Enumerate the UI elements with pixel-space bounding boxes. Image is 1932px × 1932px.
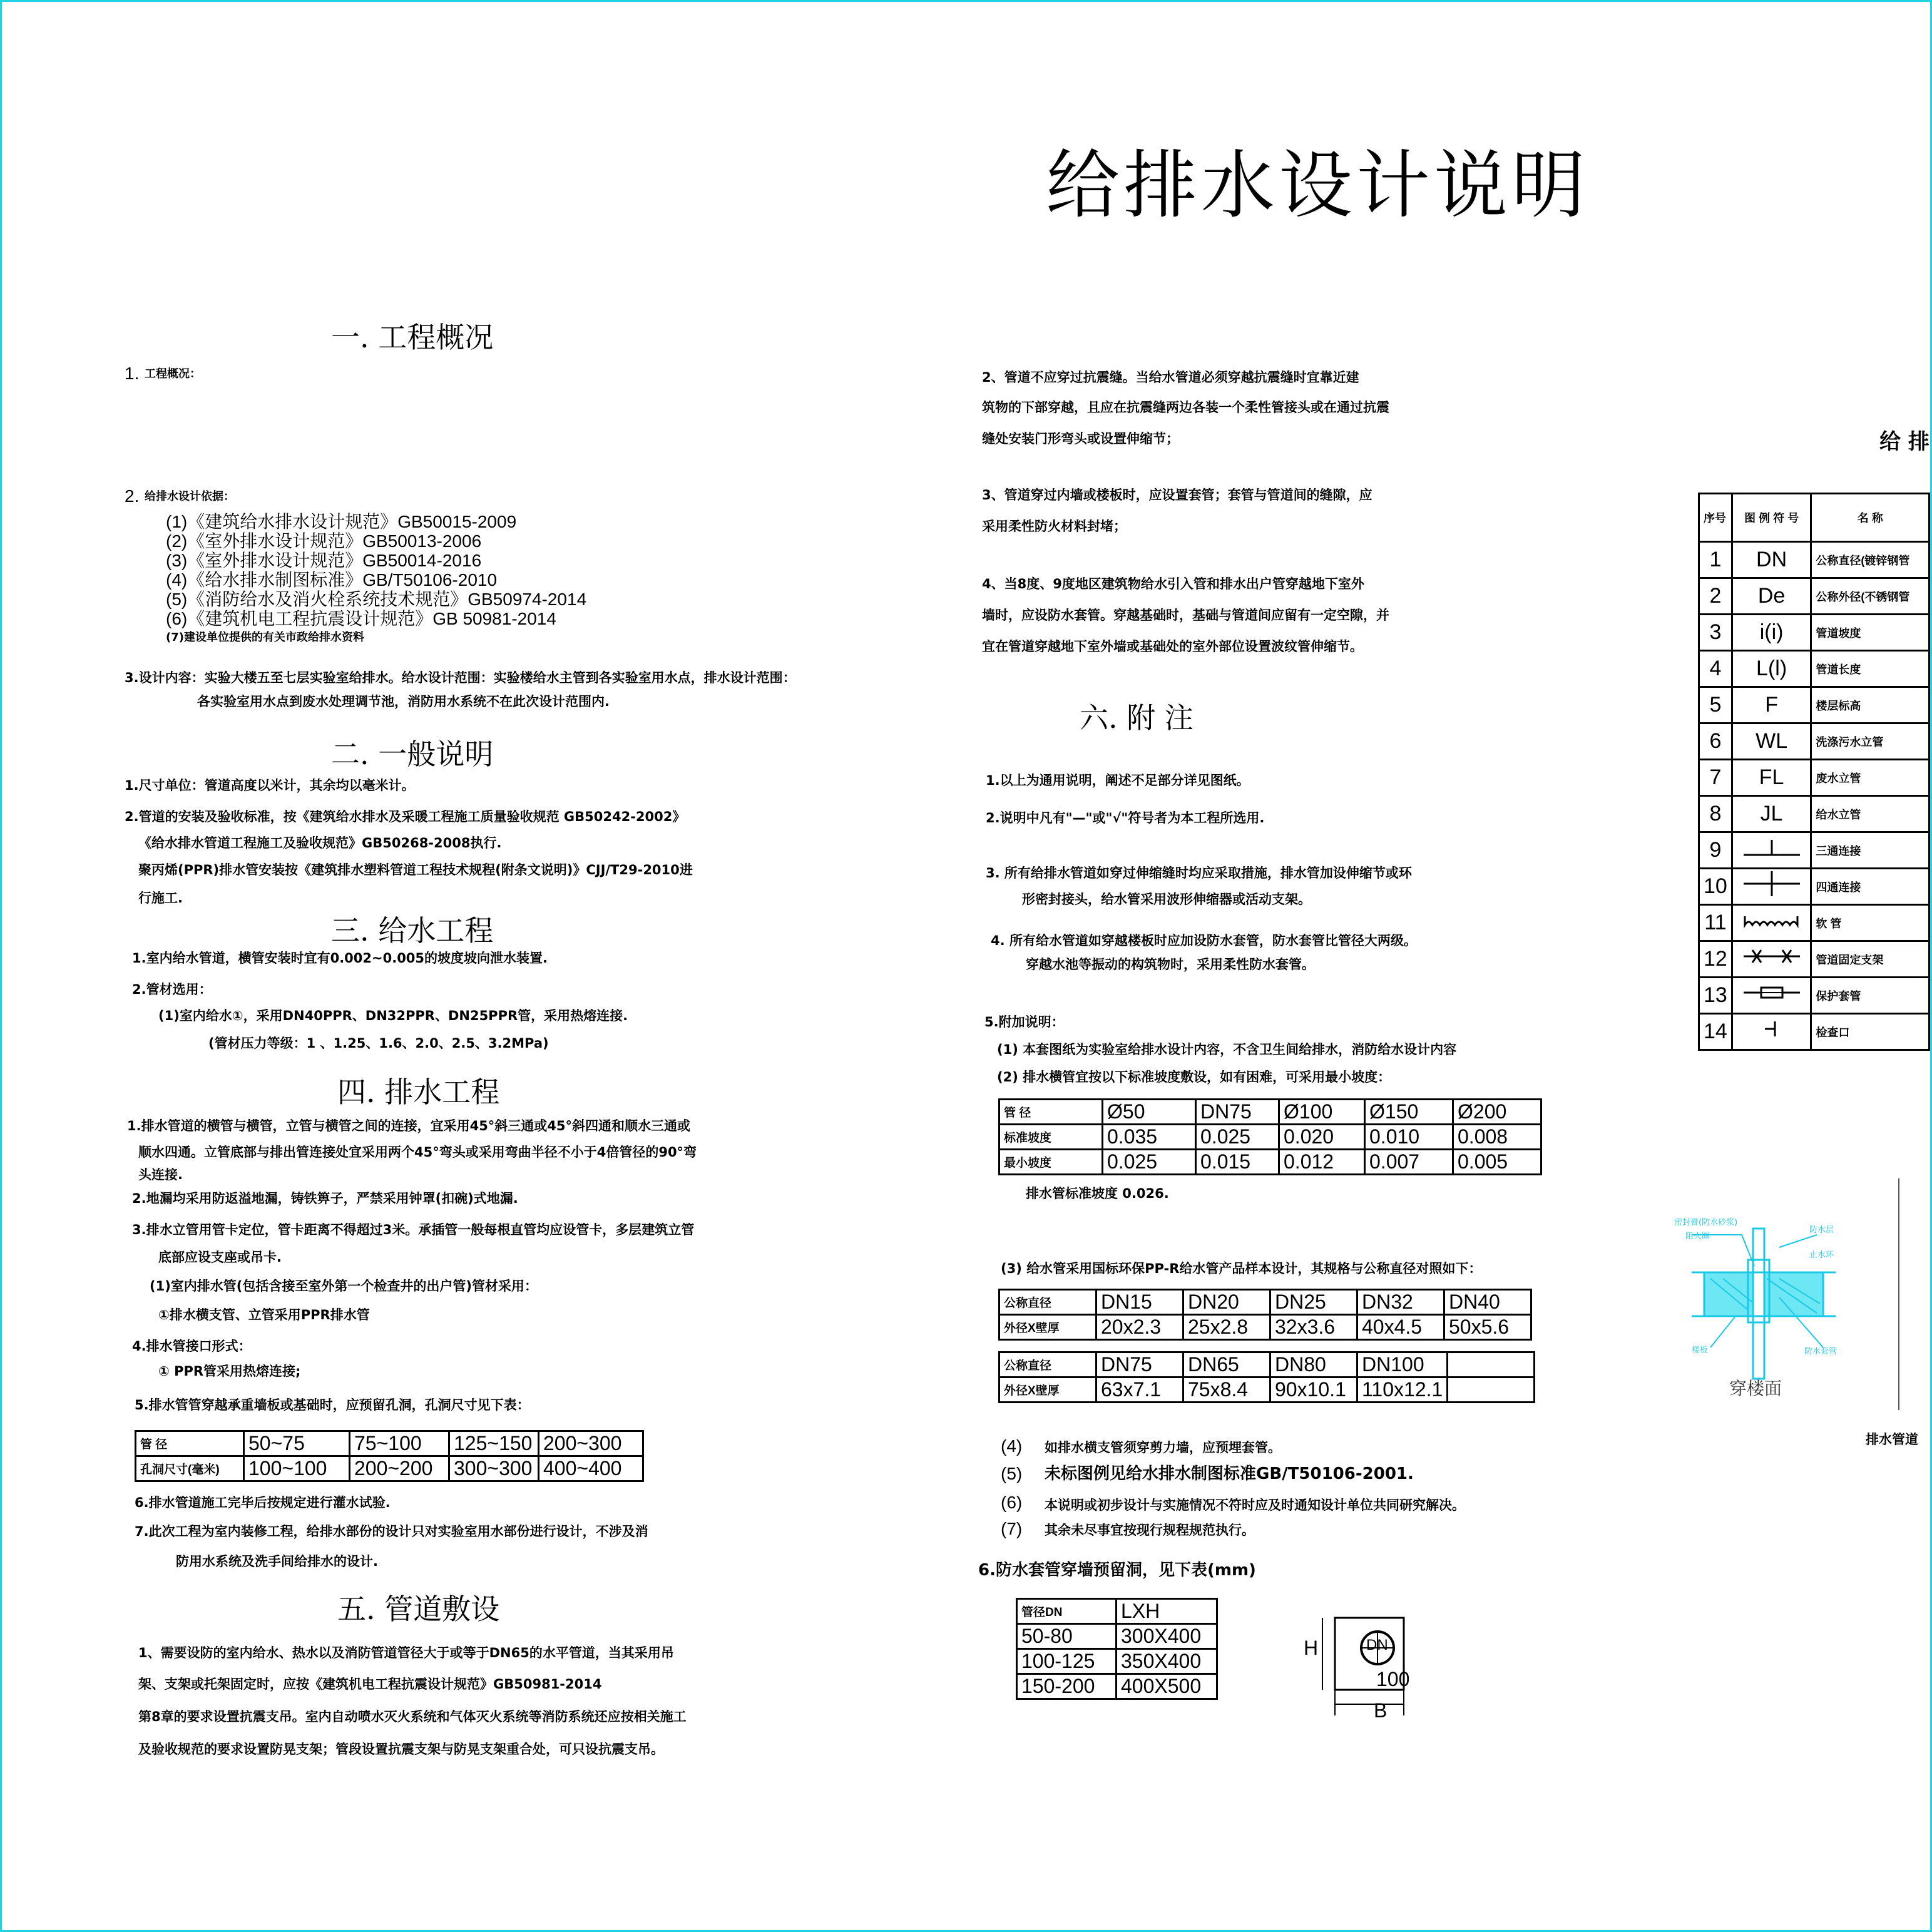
- s4-line6: 底部应设支座或吊卡.: [158, 1250, 282, 1265]
- table-row: [1017, 1674, 1217, 1699]
- table-cell: 序号: [1699, 494, 1732, 542]
- flexible-hose-icon: [1732, 905, 1811, 941]
- s6-line6: 穿越水池等振动的构筑物时，采用柔性防水套管。: [1026, 957, 1315, 972]
- table-cell: 管道坡度: [1811, 615, 1929, 651]
- table-cell: 检查口: [1811, 1014, 1929, 1050]
- fixed-support-icon: [1732, 941, 1811, 978]
- table-row: [1699, 651, 1929, 687]
- table-cell: 300X400: [1117, 1624, 1217, 1649]
- ref-1: (1)《建筑给水排水设计规范》GB50015-2009: [166, 512, 517, 531]
- detail-callout-1: 密封膏(防水砂浆): [1674, 1218, 1738, 1227]
- s3-line2: 2.管材选用：: [132, 982, 212, 997]
- table-cell: 外径X壁厚: [999, 1315, 1096, 1340]
- table-cell: 125~150: [449, 1431, 539, 1456]
- detail-callout-3: 防水层: [1809, 1225, 1834, 1235]
- table-cell: 75x8.4: [1183, 1377, 1270, 1403]
- s1-item3b: 各实验室用水点到废水处理调节池，消防用水系统不在此次设计范围内.: [197, 694, 610, 709]
- table-row: [999, 1315, 1531, 1340]
- slope-table: [998, 1098, 1542, 1175]
- table-cell: DN100: [1357, 1352, 1448, 1377]
- table-cell: 200~300: [539, 1431, 643, 1456]
- section-4-heading: 四. 排水工程: [337, 1075, 500, 1109]
- table-row: [1699, 978, 1929, 1014]
- leader: [1779, 1235, 1817, 1247]
- table-cell: 8: [1699, 796, 1732, 832]
- table-cell: DN15: [1096, 1290, 1183, 1315]
- table-cell: FL: [1732, 760, 1811, 796]
- note-5-num: (5): [1001, 1464, 1023, 1483]
- table-cell: 14: [1699, 1014, 1732, 1050]
- table-cell: 外径X壁厚: [999, 1377, 1096, 1403]
- s4-line11: 5.排水管管穿越承重墙板或基础时，应预留孔洞，孔洞尺寸见下表：: [135, 1398, 530, 1413]
- table-row: [1017, 1649, 1217, 1674]
- table-cell: 名 称: [1811, 494, 1929, 542]
- table-cell: 公称外径(不锈钢管: [1811, 578, 1929, 615]
- s2-line4: 聚丙烯(PPR)排水管安装按《建筑排水塑料管道工程技术规程(附条文说明)》CJJ/T29-2010进: [138, 862, 693, 877]
- table-row: [1699, 723, 1929, 760]
- table-cell: 100~100: [244, 1456, 350, 1481]
- c-line2: 筑物的下部穿越，且应在抗震缝两边各装一个柔性管接头或在通过抗震: [982, 400, 1389, 415]
- table-cell: 11: [1699, 905, 1732, 941]
- table-cell: 图 例 符 号: [1732, 494, 1811, 542]
- table-cell: 5: [1699, 687, 1732, 723]
- table-row: [1699, 760, 1929, 796]
- dim-100-label: 100: [1376, 1668, 1410, 1690]
- table-cell: 2: [1699, 578, 1732, 615]
- s6-line12: 6.防水套管穿墙预留洞，见下表(mm): [978, 1561, 1256, 1580]
- s4-line8: ①排水横支管、立管采用PPR排水管: [158, 1307, 370, 1322]
- section-3-heading: 三. 给水工程: [331, 914, 494, 948]
- note-5-text: 未标图例见给水排水制图标准GB/T50106-2001.: [1045, 1464, 1414, 1483]
- protective-sleeve-icon: [1732, 978, 1811, 1014]
- table-row: [999, 1290, 1531, 1315]
- table-cell: 400~400: [539, 1456, 643, 1481]
- table-cell: Ø200: [1453, 1100, 1541, 1125]
- s5-line2: 架、支架或托架固定时，应按《建筑机电工程抗震设计规范》GB50981-2014: [138, 1677, 602, 1692]
- cleanout-icon: [1732, 1014, 1811, 1050]
- section-2-heading: 二. 一般说明: [331, 737, 494, 771]
- table-cell: 150-200: [1017, 1674, 1117, 1699]
- table-cell: 给水立管: [1811, 796, 1929, 832]
- table-row: [999, 1125, 1541, 1150]
- s6-line3: 3. 所有给排水管道如穿过伸缩缝时均应采取措施，排水管加设伸缩节或环: [986, 866, 1412, 881]
- table-cell: 楼层标高: [1811, 687, 1929, 723]
- cross-connection-icon: [1732, 869, 1811, 905]
- table-cell: 90x10.1: [1270, 1377, 1357, 1403]
- table-cell: 350X400: [1117, 1649, 1217, 1674]
- table-cell: F: [1732, 687, 1811, 723]
- c-line4: 3、管道穿过内墙或楼板时，应设置套管；套管与管道间的缝隙，应: [982, 488, 1372, 503]
- table-cell: DN65: [1183, 1352, 1270, 1377]
- table-cell: DN32: [1357, 1290, 1444, 1315]
- s4-line12: 6.排水管道施工完毕后按规定进行灌水试验.: [135, 1495, 391, 1510]
- detail-caption: 穿楼面: [1729, 1378, 1782, 1399]
- s6-line1: 1.以上为通用说明，阐述不足部分详见图纸。: [986, 773, 1250, 788]
- table-row: [136, 1431, 643, 1456]
- table-row: [1699, 578, 1929, 615]
- table-cell: De: [1732, 578, 1811, 615]
- ref-4: (4)《给水排水制图标准》GB/T50106-2010: [166, 570, 498, 590]
- table-cell: 管径DN: [1017, 1599, 1117, 1624]
- s5-line4: 及验收规范的要求设置防晃支架；管段设置抗震支架与防晃支架重合处，可只设抗震支吊。: [138, 1742, 664, 1757]
- table-cell: WL: [1732, 723, 1811, 760]
- table-cell: 13: [1699, 978, 1732, 1014]
- table-cell: DN75: [1096, 1352, 1183, 1377]
- hole-size-table: [135, 1430, 644, 1482]
- dim-h-label: H: [1304, 1637, 1319, 1659]
- table-row: [1699, 869, 1929, 905]
- note-4-text: 如排水横支管须穿剪力墙，应预埋套管。: [1045, 1440, 1281, 1455]
- table-cell: 400X500: [1117, 1674, 1217, 1699]
- table-cell: i(i): [1732, 615, 1811, 651]
- leader: [1710, 1316, 1735, 1347]
- table-cell: 0.008: [1453, 1125, 1541, 1150]
- table-row: [136, 1456, 643, 1481]
- table-row: [999, 1377, 1535, 1403]
- table-cell: 4: [1699, 651, 1732, 687]
- table-cell: 废水立管: [1811, 760, 1929, 796]
- table-row: [1699, 494, 1929, 542]
- pipe: [1753, 1229, 1764, 1379]
- s6-line5: 4. 所有给水管道如穿越楼板时应加设防水套管，防水套管比管径大两级。: [991, 933, 1417, 948]
- table-cell: 0.005: [1453, 1150, 1541, 1175]
- table-cell: DN75: [1196, 1100, 1279, 1125]
- table-cell: Ø50: [1103, 1100, 1196, 1125]
- s1-item1-num: 1.: [125, 364, 140, 383]
- table-cell: 25x2.8: [1183, 1315, 1270, 1340]
- table-cell: 管 径: [999, 1100, 1103, 1125]
- table-cell: 公称直径: [999, 1290, 1096, 1315]
- s2-line2: 2.管道的安装及验收标准，按《建筑给水排水及采暖工程施工质量验收规范 GB50242-2002》: [125, 809, 686, 824]
- ref-2: (2)《室外排水设计规范》GB50013-2006: [166, 531, 482, 551]
- table-cell: 75~100: [350, 1431, 449, 1456]
- ref-7: (7)建设单位提供的有关市政给排水资料: [166, 631, 364, 644]
- table-row: [999, 1150, 1541, 1175]
- table-cell: 110x12.1: [1357, 1377, 1448, 1403]
- note-7-num: (7): [1001, 1519, 1023, 1538]
- s5-line3: 第8章的要求设置抗震支吊。室内自动喷水灭火系统和气体灭火系统等消防系统还应按相关施工: [138, 1709, 687, 1724]
- table-cell: Ø100: [1279, 1100, 1365, 1125]
- table-cell: 孔洞尺寸(毫米): [136, 1456, 244, 1481]
- table-cell: DN: [1732, 542, 1811, 578]
- table-row: [999, 1100, 1541, 1125]
- s6-line9: (2) 排水横管宜按以下标准坡度敷设，如有困难，可采用最小坡度：: [997, 1070, 1391, 1085]
- s1-item2-num: 2.: [125, 486, 140, 506]
- c-line1: 2、管道不应穿过抗震缝。当给水管道必须穿越抗震缝时宜靠近建: [982, 370, 1359, 385]
- table-row: [999, 1352, 1535, 1377]
- detail-frame-edge: [1898, 1178, 1932, 1410]
- note-6-num: (6): [1001, 1493, 1023, 1512]
- c-line3: 缝处安装门形弯头或设置伸缩节；: [982, 431, 1179, 446]
- s1-item2-text: 给排水设计依据：: [145, 490, 235, 503]
- table-cell: 管 径: [136, 1431, 244, 1456]
- s4-line4: 2.地漏均采用防返溢地漏，铸铁箅子，严禁采用钟罩(扣碗)式地漏.: [132, 1191, 518, 1206]
- table-cell: 三通连接: [1811, 832, 1929, 869]
- table-cell: 50-80: [1017, 1624, 1117, 1649]
- s3-line3: (1)室内给水①，采用DN40PPR、DN32PPR、DN25PPR管，采用热熔连接.: [158, 1008, 628, 1023]
- table-cell: 50~75: [244, 1431, 350, 1456]
- table-cell: 9: [1699, 832, 1732, 869]
- table-cell: LXH: [1117, 1599, 1217, 1624]
- table-cell: DN40: [1444, 1290, 1531, 1315]
- s6-line8: (1) 本套图纸为实验室给排水设计内容，不含卫生间给排水，消防给水设计内容: [997, 1042, 1457, 1057]
- c-line8: 宜在管道穿越地下室外墙或基础处的室外部位设置波纹管伸缩节。: [982, 639, 1363, 654]
- s4-line7: (1)室内排水管(包括含接至室外第一个检查井的出户管)管材采用：: [150, 1279, 538, 1294]
- ref-3: (3)《室外排水设计规范》GB50014-2016: [166, 551, 482, 570]
- table-cell: 公称直径: [999, 1352, 1096, 1377]
- table-cell: 0.025: [1196, 1125, 1279, 1150]
- table-cell: 软 管: [1811, 905, 1929, 941]
- c-line7: 墙时，应设防水套管。穿越基础时，基础与管道间应留有一定空隙，并: [982, 608, 1389, 623]
- table-row: [1699, 615, 1929, 651]
- table-cell: 1: [1699, 542, 1732, 578]
- table-cell: 50x5.6: [1444, 1315, 1531, 1340]
- section-5-heading: 五. 管道敷设: [337, 1592, 500, 1626]
- sleeve-hole-sketch: [1297, 1604, 1435, 1735]
- detail-callout-5: 止水环: [1809, 1250, 1834, 1260]
- table-row: [1699, 832, 1929, 869]
- table-row: [1699, 1014, 1929, 1050]
- detail-label-drain: 排水管道: [1866, 1432, 1918, 1447]
- dim-dn-label: DN: [1366, 1637, 1388, 1653]
- table-row: [1699, 796, 1929, 832]
- table-row: [1699, 941, 1929, 978]
- legend-title: 给 排: [1879, 429, 1929, 454]
- table-cell: 0.025: [1103, 1150, 1196, 1175]
- table-cell: JL: [1732, 796, 1811, 832]
- c-line5: 采用柔性防火材料封堵；: [982, 519, 1127, 534]
- s4-line3: 头连接.: [138, 1167, 183, 1182]
- table-cell: 0.007: [1365, 1150, 1453, 1175]
- table-cell: 洗涤污水立管: [1811, 723, 1929, 760]
- table-cell: 40x4.5: [1357, 1315, 1444, 1340]
- detail-callout-4: 楼板: [1692, 1346, 1709, 1355]
- detail-callout-6: 防水套管: [1804, 1347, 1837, 1356]
- table-cell: 63x7.1: [1096, 1377, 1183, 1403]
- s4-line1: 1.排水管道的横管与横管，立管与横管之间的连接，宜采用45°斜三通或45°斜四通和顺水三通或: [127, 1118, 691, 1133]
- table-cell: 10: [1699, 869, 1732, 905]
- s2-line5: 行施工.: [138, 891, 183, 906]
- table-cell: 6: [1699, 723, 1732, 760]
- table-cell: 四通连接: [1811, 869, 1929, 905]
- s4-line9: 4.排水管接口形式：: [132, 1339, 252, 1354]
- note-6-text: 本说明或初步设计与实施情况不符时应及时通知设计单位共同研究解决。: [1045, 1498, 1465, 1513]
- pp-table-1: [998, 1289, 1532, 1341]
- s6-line10: 排水管标准坡度 0.026.: [1026, 1186, 1169, 1201]
- table-row: [1017, 1599, 1217, 1624]
- tee-connection-icon: [1732, 832, 1811, 869]
- s4-line13: 7.此次工程为室内装修工程，给排水部份的设计只对实验室用水部份进行设计，不涉及消: [135, 1524, 648, 1539]
- s1-item1-text: 工程概况：: [145, 367, 201, 381]
- s6-line2: 2.说明中凡有"—"或"√"符号者为本工程所选用.: [986, 810, 1265, 825]
- table-cell: 100-125: [1017, 1649, 1117, 1674]
- table-cell: 最小坡度: [999, 1150, 1103, 1175]
- table-cell: 0.012: [1279, 1150, 1365, 1175]
- s3-line4: (管材压力等级：1 、1.25、1.6、2.0、2.5、3.2MPa): [208, 1036, 549, 1051]
- table-cell: 0.020: [1279, 1125, 1365, 1150]
- ref-6: (6)《建筑机电工程抗震设计规范》GB 50981-2014: [166, 609, 556, 628]
- ref-5: (5)《消防给水及消火栓系统技术规范》GB50974-2014: [166, 590, 587, 609]
- note-4-num: (4): [1001, 1436, 1023, 1456]
- table-cell: 200~200: [350, 1456, 449, 1481]
- table-cell: 管道长度: [1811, 651, 1929, 687]
- s6-line4: 形密封接头，给水管采用波形伸缩器或活动支架。: [1022, 892, 1311, 907]
- section-6-heading: 六. 附 注: [1080, 701, 1193, 735]
- s4-line14: 防用水系统及洗手间给排水的设计.: [176, 1554, 378, 1569]
- s6-line11: (3) 给水管采用国标环保PP-R给水管产品样本设计，其规格与公称直径对照如下：: [1001, 1261, 1482, 1276]
- c-line6: 4、当8度、9度地区建筑物给水引入管和排水出户管穿越地下室外: [982, 576, 1364, 591]
- table-cell: 0.035: [1103, 1125, 1196, 1150]
- floor-slab-right: [1762, 1272, 1823, 1316]
- table-row: [1699, 905, 1929, 941]
- table-cell: 32x3.6: [1270, 1315, 1357, 1340]
- s4-line10: ① PPR管采用热熔连接;: [158, 1364, 301, 1379]
- table-cell: 300~300: [449, 1456, 539, 1481]
- sleeve-hole-table: [1016, 1598, 1218, 1700]
- table-cell: L(l): [1732, 651, 1811, 687]
- table-cell: DN80: [1270, 1352, 1357, 1377]
- table-cell: [1448, 1352, 1535, 1377]
- table-cell: 0.010: [1365, 1125, 1453, 1150]
- s5-line1: 1、需要设防的室内给水、热水以及消防管道管径大于或等于DN65的水平管道，当其采用吊: [138, 1645, 674, 1660]
- table-cell: DN20: [1183, 1290, 1270, 1315]
- s3-line1: 1.室内给水管道，横管安装时宜有0.002~0.005的坡度坡向泄水装置.: [132, 951, 548, 966]
- note-7-text: 其余未尽事宜按现行规程规范执行。: [1045, 1523, 1255, 1538]
- table-row: [1699, 542, 1929, 578]
- dim-b-label: B: [1374, 1699, 1388, 1722]
- table-cell: 公称直径(镀锌钢管: [1811, 542, 1929, 578]
- table-cell: 标准坡度: [999, 1125, 1103, 1150]
- table-cell: 3: [1699, 615, 1732, 651]
- table-cell: 管道固定支架: [1811, 941, 1929, 978]
- table-cell: 保护套管: [1811, 978, 1929, 1014]
- legend-table: [1698, 493, 1930, 1051]
- pp-table-2: [998, 1351, 1535, 1403]
- table-cell: Ø150: [1365, 1100, 1453, 1125]
- s4-line2: 顺水四通。立管底部与排出管连接处宜采用两个45°弯头或采用弯曲半径不小于4倍管径的90°弯: [138, 1145, 697, 1160]
- table-cell: 20x2.3: [1096, 1315, 1183, 1340]
- s2-line1: 1.尺寸单位：管道高度以米计，其余均以毫米计。: [125, 778, 415, 793]
- s4-line5: 3.排水立管用管卡定位，管卡距离不得超过3米。承插管一般每根直管均应设管卡，多层建筑立管: [132, 1222, 695, 1237]
- s1-item3: 3.设计内容：实验大楼五至七层实验室给排水。给水设计范围：实验楼给水主管到各实验室用水点，排水设计范围：: [125, 670, 796, 685]
- table-cell: 0.015: [1196, 1150, 1279, 1175]
- table-cell: [1448, 1377, 1535, 1403]
- detail-callout-2: 阻火圈: [1685, 1232, 1710, 1241]
- page-title: 给排水设计说明: [1046, 142, 1590, 228]
- section-1-heading: 一. 工程概况: [331, 320, 494, 354]
- table-cell: DN25: [1270, 1290, 1357, 1315]
- table-cell: 12: [1699, 941, 1732, 978]
- s2-line3: 《给水排水管道工程施工及验收规范》GB50268-2008执行.: [138, 836, 502, 851]
- s6-line7: 5.附加说明：: [984, 1015, 1065, 1030]
- table-row: [1017, 1624, 1217, 1649]
- table-row: [1699, 687, 1929, 723]
- table-cell: 7: [1699, 760, 1732, 796]
